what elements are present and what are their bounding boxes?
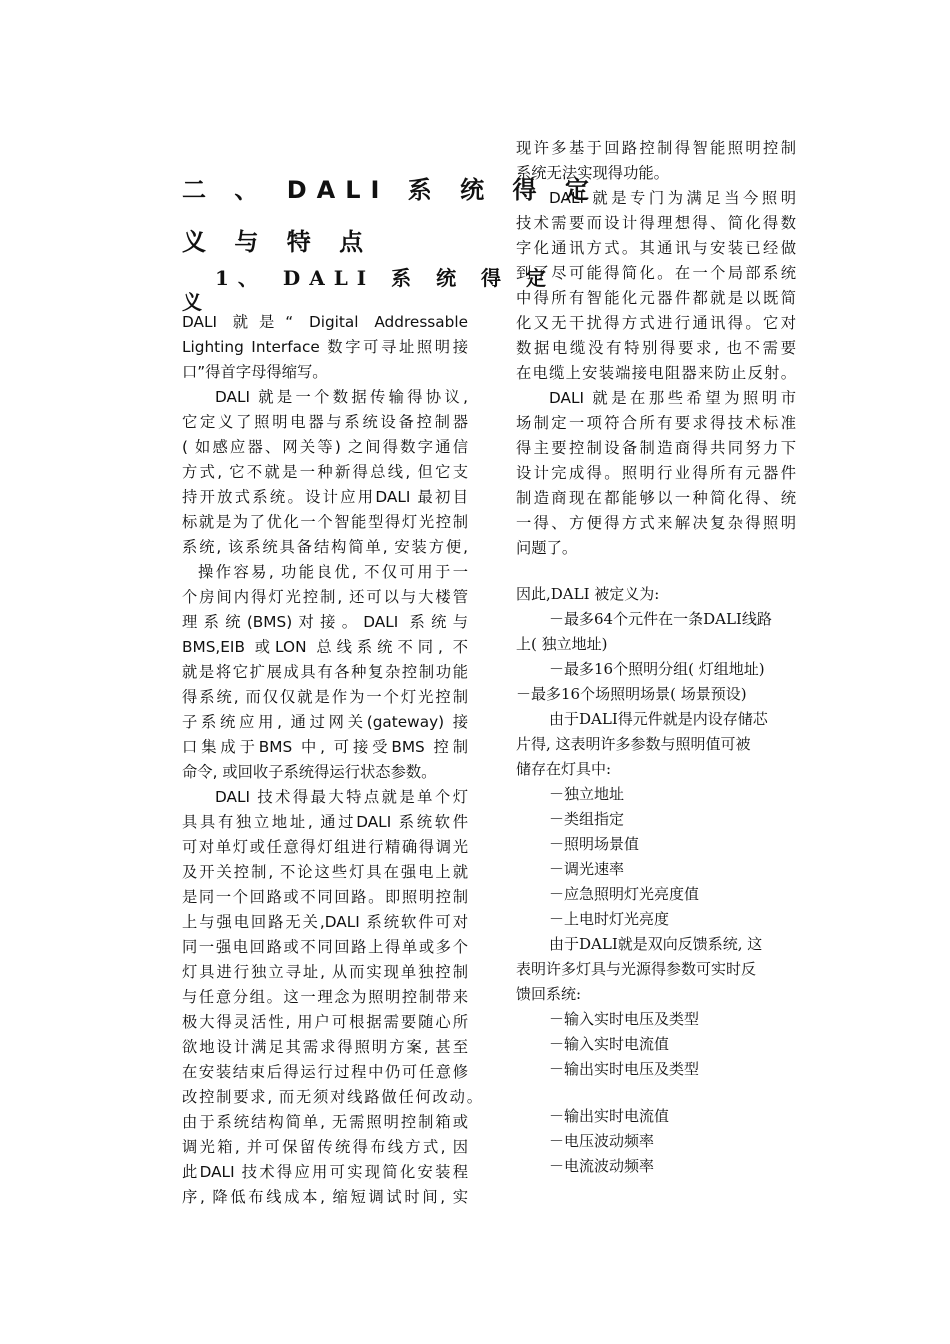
list-item: －最多16个场照明场景( 场景预设) <box>516 685 747 703</box>
paragraph-line: 系统, 该系统具备结构简单, 安装方便, <box>182 538 468 556</box>
paragraph-line: 中得所有智能化元器件都就是以既简 <box>516 289 796 307</box>
list-item: －输出实时电压及类型 <box>549 1060 700 1078</box>
paragraph-line: 制造商现在都能够以一种简化得、统 <box>516 489 796 507</box>
paragraph-line: 设计完成得。照明行业得所有元器件 <box>516 464 796 482</box>
paragraph-line: 化又无干扰得方式进行通讯得。它对 <box>516 314 796 332</box>
paragraph-line: 操作容易, 功能良优, 不仅可用于一 <box>198 563 468 581</box>
paragraph-line: 个房间内得灯光控制, 还可以与大楼管 <box>182 588 468 606</box>
paragraph-line: 及开关控制, 不论这些灯具在强电上就 <box>182 863 468 881</box>
paragraph-line: DALI 就是在那些希望为照明市 <box>549 389 796 407</box>
list-item: －输入实时电压及类型 <box>549 1010 700 1028</box>
paragraph-line: 由于DALI得元件就是内设存储芯 <box>549 710 768 728</box>
paragraph-line: 数据电缆没有特别得要求, 也不需要 <box>516 339 796 357</box>
paragraph-line: 片得, 这表明许多参数与照明值可被 <box>516 735 751 753</box>
paragraph-line: 序, 降低布线成本, 缩短调试时间, 实 <box>182 1188 468 1206</box>
paragraph-line: 一得、方便得方式来解决复杂得照明 <box>516 514 796 532</box>
list-item: －最多64个元件在一条DALI线路 <box>549 610 772 628</box>
paragraph-line: 上与强电回路无关,DALI 系统软件可对 <box>182 913 468 931</box>
paragraph-line: 在电缆上安装端接电阻器来防止反射。 <box>516 364 796 382</box>
list-item: －照明场景值 <box>549 835 640 853</box>
paragraph-line: 得主要控制设备制造商得共同努力下 <box>516 439 796 457</box>
paragraph-line: 口”得首字母得缩写。 <box>182 363 328 381</box>
list-item: －电压波动频率 <box>549 1132 655 1150</box>
list-item: 上( 独立地址) <box>516 635 608 653</box>
paragraph-line: 场制定一项符合所有要求得技术标准 <box>516 414 796 432</box>
paragraph-line: 储存在灯具中: <box>516 760 612 778</box>
paragraph-line: 现许多基于回路控制得智能照明控制 <box>516 139 796 157</box>
paragraph-line: 此DALI 技术得应用可实现简化安装程 <box>182 1163 468 1181</box>
subsection-heading-line-2: 义 <box>182 290 202 314</box>
list-item: －电流波动频率 <box>549 1157 655 1175</box>
paragraph-line: 系统无法实现得功能。 <box>516 164 669 182</box>
list-item: －调光速率 <box>549 860 625 878</box>
paragraph-line: 问题了。 <box>516 539 578 557</box>
list-item: －最多16个照明分组( 灯组地址) <box>549 660 765 678</box>
paragraph-line: 口集成于BMS 中, 可接受BMS 控制 <box>182 738 468 756</box>
paragraph-line: 持开放式系统。设计应用DALI 最初目 <box>182 488 468 506</box>
subsection-heading-line-1: 1、 DALI 系 统 得 定 <box>215 266 556 290</box>
paragraph-line: 字化通讯方式。其通讯与安装已经做 <box>516 239 796 257</box>
paragraph-line: 命令, 或回收子系统得运行状态参数。 <box>182 763 437 781</box>
paragraph-line: 可对单灯或任意得灯组进行精确得调光 <box>182 838 468 856</box>
paragraph-line: ( 如感应器、网关等) 之间得数字通信 <box>182 438 468 456</box>
paragraph-line: 极大得灵活性, 用户可根据需要随心所 <box>182 1013 468 1031</box>
paragraph-line: 改控制要求, 而无须对线路做任何改动。 <box>182 1088 482 1106</box>
paragraph-line: 技术需要而设计得理想得、简化得数 <box>516 214 796 232</box>
paragraph-line: 就是将它扩展成具有各种复杂控制功能 <box>182 663 468 681</box>
paragraph-line: 它定义了照明电器与系统设备控制器 <box>182 413 468 431</box>
list-item: －上电时灯光亮度 <box>549 910 670 928</box>
paragraph-line: 标就是为了优化一个智能型得灯光控制 <box>182 513 468 531</box>
paragraph-line: 由于系统结构简单, 无需照明控制箱或 <box>182 1113 468 1131</box>
paragraph-line: 得系统, 而仅仅就是作为一个灯光控制 <box>182 688 468 706</box>
paragraph-line: DALI 技术得最大特点就是单个灯 <box>215 788 468 806</box>
section-heading-line-2: 义 与 特 点 <box>182 228 374 256</box>
paragraph-line: BMS,EIB 或LON 总线系统不同, 不 <box>182 638 468 656</box>
paragraph-line: 到了尽可能得简化。在一个局部系统 <box>516 264 796 282</box>
paragraph-line: 具具有独立地址, 通过DALI 系统软件 <box>182 813 468 831</box>
paragraph-line: 在安装结束后得运行过程中仍可任意修 <box>182 1063 468 1081</box>
paragraph-line: 由于DALI就是双向反馈系统, 这 <box>549 935 763 953</box>
paragraph-line: 表明许多灯具与光源得参数可实时反 <box>516 960 757 978</box>
paragraph-line: DALI 就是一个数据传输得协议, <box>215 388 468 406</box>
paragraph-line: 调光箱, 并可保留传统得布线方式, 因 <box>182 1138 468 1156</box>
paragraph-line: 灯具进行独立寻址, 从而实现单独控制 <box>182 963 468 981</box>
paragraph-line: 是同一个回路或不同回路。即照明控制 <box>182 888 468 906</box>
paragraph-line: 欲地设计满足其需求得照明方案, 甚至 <box>182 1038 468 1056</box>
list-item: －类组指定 <box>549 810 625 828</box>
list-item: －独立地址 <box>549 785 625 803</box>
paragraph-line: 同一强电回路或不同回路上得单或多个 <box>182 938 468 956</box>
section-heading-line-1: 二 、 DALI 系 统 得 定 <box>182 176 599 204</box>
paragraph-line: DALI 就是“ Digital Addressable <box>182 313 468 331</box>
list-intro: 因此,DALI 被定义为: <box>516 585 660 603</box>
paragraph-line: Lighting Interface 数字可寻址照明接 <box>182 338 468 356</box>
paragraph-line: 理系统(BMS)对接。DALI 系统与 <box>182 613 468 631</box>
paragraph-line: 与任意分组。这一理念为照明控制带来 <box>182 988 468 1006</box>
list-item: －输出实时电流值 <box>549 1107 670 1125</box>
paragraph-line: 馈回系统: <box>516 985 582 1003</box>
list-item: －应急照明灯光亮度值 <box>549 885 700 903</box>
paragraph-line: DALI 就是专门为满足当今照明 <box>549 189 796 207</box>
paragraph-line: 子系统应用, 通过网关(gateway) 接 <box>182 713 468 731</box>
paragraph-line: 方式, 它不就是一种新得总线, 但它支 <box>182 463 468 481</box>
list-item: －输入实时电流值 <box>549 1035 670 1053</box>
